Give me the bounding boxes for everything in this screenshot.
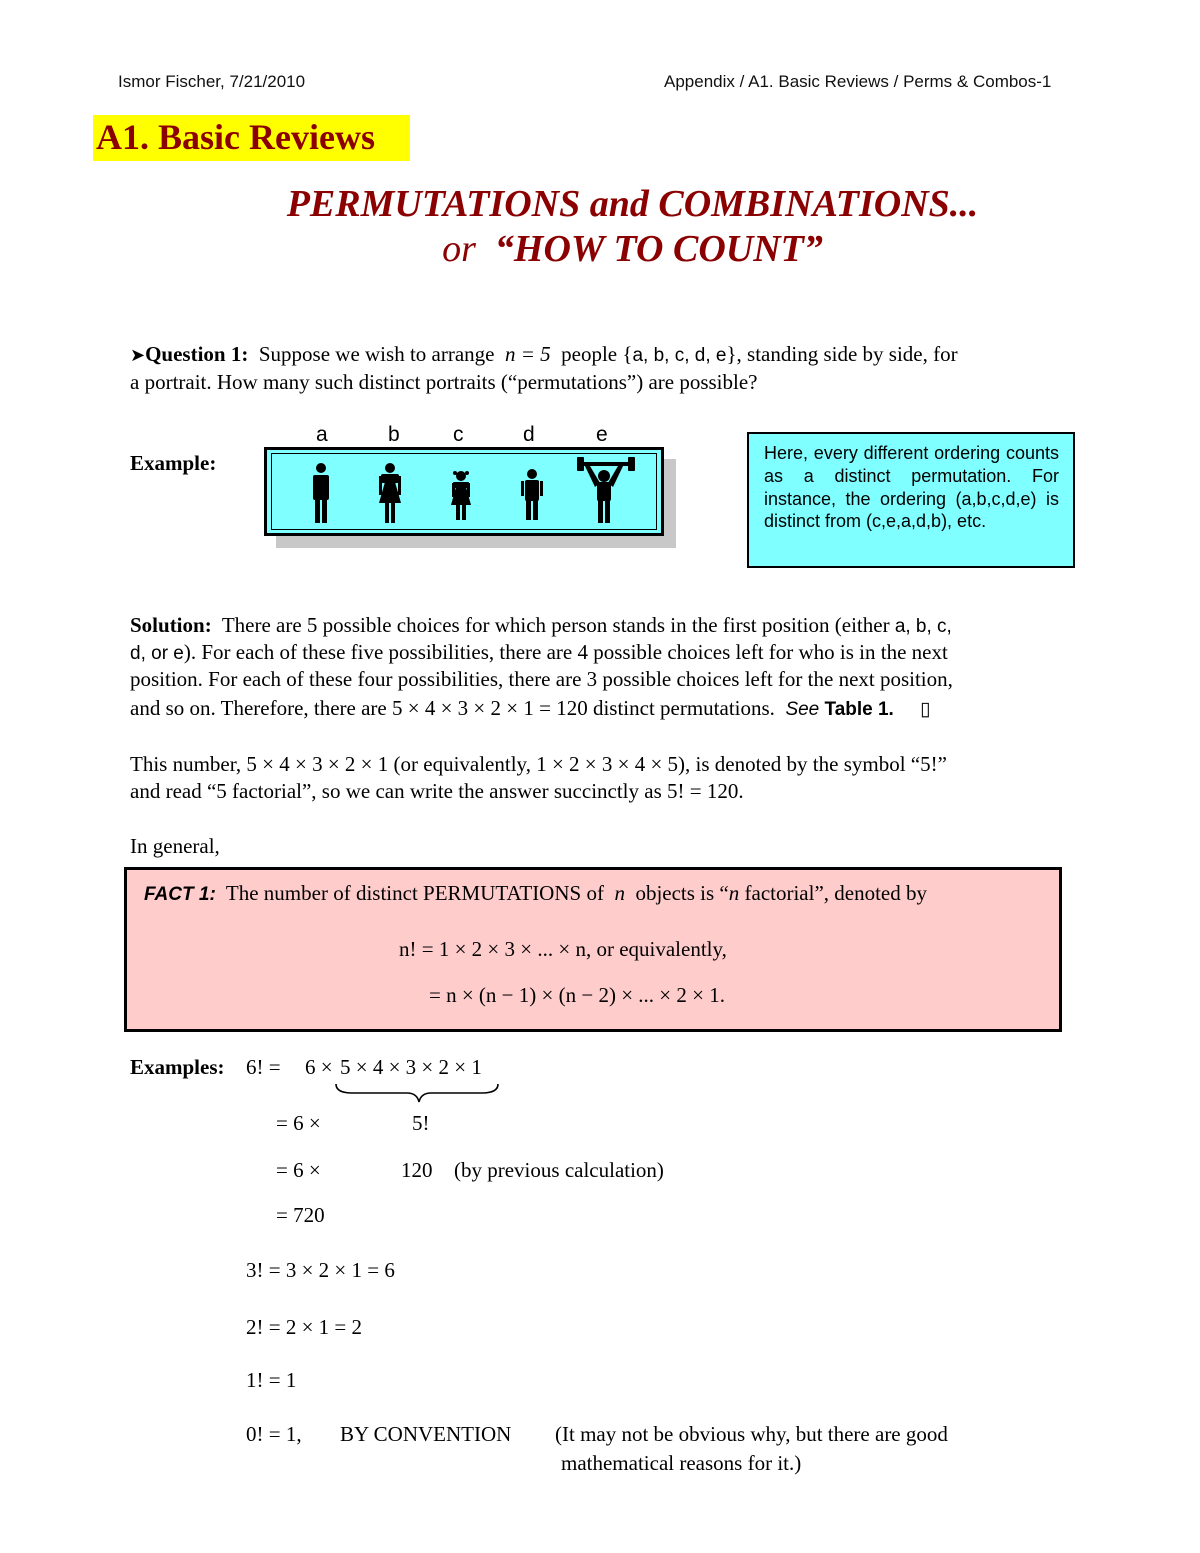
by-convention: BY CONVENTION — [340, 1422, 512, 1446]
fact-line-1 — [144, 880, 927, 908]
fact-text-2: objects is “ — [635, 881, 729, 905]
example-0-factorial: 0! = 1, — [246, 1422, 302, 1446]
example-2-factorial: 2! = 2 × 1 = 2 — [246, 1315, 363, 1339]
underbrace-icon — [332, 1080, 502, 1106]
convention-note-2: mathematical reasons for it.) — [561, 1451, 802, 1475]
question-text-2: people { — [561, 342, 633, 366]
section-title: A1. Basic Reviews — [96, 117, 375, 157]
factorial-paragraph-line-1: This number, 5 × 4 × 3 × 2 × 1 (or equivalently, 1 × 2 × 3 × 4 × 5), is denoted by the symbol “5!” — [130, 752, 947, 776]
example-line-2b: 5! — [412, 1111, 430, 1135]
person-c-icon — [451, 471, 471, 520]
person-label-d: d — [523, 423, 535, 446]
fact-n-2: n — [728, 881, 740, 905]
example-3-factorial: 3! = 3 × 2 × 1 = 6 — [246, 1258, 395, 1282]
question-text-3: }, standing side by side, for — [726, 342, 958, 366]
example-1-factorial: 1! = 1 — [246, 1368, 297, 1392]
bullet-arrow-icon: ➤ — [130, 345, 146, 365]
solution-l2b: ). For each of these five possibilities, there are 4 possible choices left for who is in the next — [183, 640, 948, 664]
people-figures — [264, 447, 664, 536]
question-label: Question 1: — [145, 342, 249, 366]
question-line-1 — [130, 341, 958, 369]
example-line-3a: = 6 × — [276, 1158, 321, 1182]
solution-line-4 — [130, 695, 931, 723]
see-text: See — [785, 699, 820, 720]
solution-l2a: d, or e — [130, 643, 184, 664]
person-e-icon — [577, 457, 635, 523]
solution-line-3: position. For each of these four possibilities, there are 3 possible choices left for the next position, — [130, 667, 953, 691]
person-label-e: e — [596, 423, 608, 446]
fact-text-1: The number of distinct PERMUTATIONS of — [225, 881, 604, 905]
header-page-ref: Appendix / A1. Basic Reviews / Perms & Combos-1 — [664, 72, 1052, 91]
subtitle-line-1: PERMUTATIONS and COMBINATIONS... — [286, 183, 979, 225]
header-author-date: Ismor Fischer, 7/21/2010 — [118, 72, 306, 91]
solution-l1b: a, b, c, — [894, 616, 952, 637]
example-line-3b: 120 — [401, 1158, 433, 1182]
fact-label: FACT 1: — [144, 884, 216, 905]
subtitle-line-2 — [0, 227, 1200, 271]
solution-line-2 — [130, 639, 948, 667]
note-box: Here, every different ordering counts as a distinct permutation. For instance, the ordering (a,b,c,d,e) is distinct from (c,e,a,d,b), etc. — [747, 432, 1075, 568]
example-line-4: = 720 — [276, 1203, 325, 1227]
factorial-paragraph-line-2: and read “5 factorial”, so we can write the answer succinctly as 5! = 120. — [130, 779, 744, 803]
subtitle-or: or — [442, 228, 476, 270]
solution-label: Solution: — [130, 613, 212, 637]
fact-text-3: factorial”, denoted by — [744, 881, 927, 905]
question-line-2: a portrait. How many such distinct portraits (“permutations”) are possible? — [130, 370, 758, 394]
question-n: n = 5 — [504, 342, 551, 366]
table-ref: Table 1. — [824, 699, 894, 720]
qed-symbol-icon: ▯ — [920, 699, 931, 720]
person-label-a: a — [316, 423, 328, 446]
person-b-icon — [379, 463, 401, 523]
examples-label: Examples: — [130, 1055, 225, 1079]
person-label-b: b — [388, 423, 400, 446]
solution-l1a: There are 5 possible choices for which person stands in the first position (either — [221, 613, 890, 637]
question-set: a, b, c, d, e — [632, 345, 727, 366]
example-6-rhs-a: 6 × — [305, 1055, 333, 1079]
solution-l4a: and so on. Therefore, there are 5 × 4 × 3 × 2 × 1 = 120 distinct permutations. — [130, 696, 775, 720]
fact-equation-2: = n × (n − 1) × (n − 2) × ... × 2 × 1. — [429, 983, 725, 1007]
example-line-3c: (by previous calculation) — [454, 1158, 664, 1182]
person-a-icon — [313, 463, 329, 523]
in-general-text: In general, — [130, 834, 220, 858]
convention-note-1: (It may not be obvious why, but there are good — [555, 1422, 948, 1446]
fact-n: n — [614, 881, 625, 905]
solution-line-1 — [130, 612, 952, 640]
fact-equation-1: n! = 1 × 2 × 3 × ... × n, or equivalently, — [399, 937, 727, 961]
example-6-lhs: 6! = — [246, 1055, 281, 1079]
example-label: Example: — [130, 451, 217, 475]
question-text-1: Suppose we wish to arrange — [258, 342, 495, 366]
example-6-rhs-b: 5 × 4 × 3 × 2 × 1 — [340, 1055, 482, 1079]
person-d-icon — [521, 469, 543, 520]
person-label-c: c — [453, 423, 464, 446]
example-line-2a: = 6 × — [276, 1111, 321, 1135]
subtitle-quote: “HOW TO COUNT” — [494, 228, 823, 270]
